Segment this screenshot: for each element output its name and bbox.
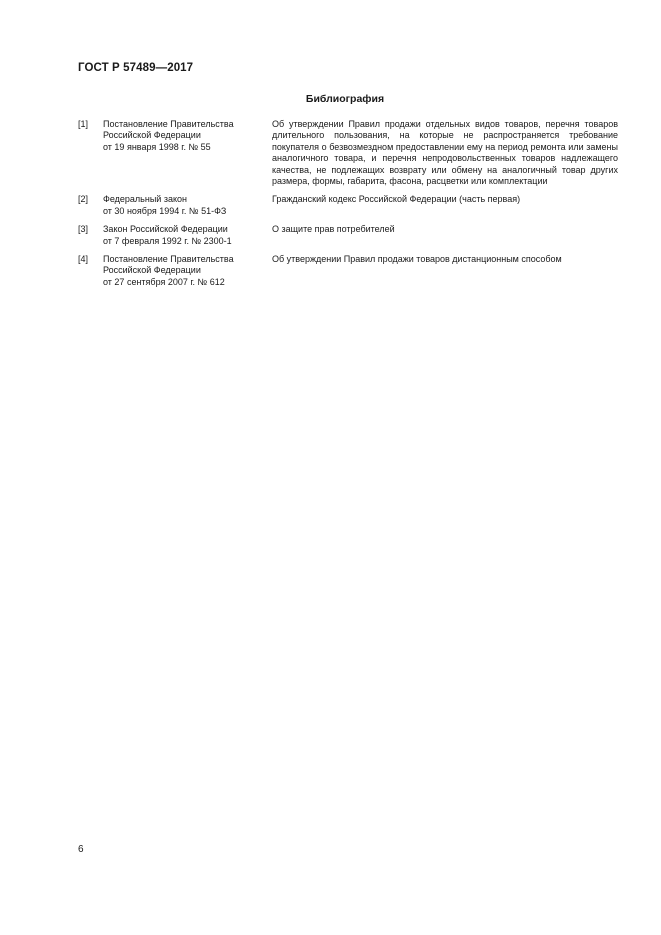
entry-number: [4]: [78, 254, 89, 265]
entry-number: [3]: [78, 224, 89, 235]
bibliography-entry: [78, 254, 618, 288]
bibliography-entry: [78, 224, 618, 247]
entry-description: О защите прав потребителей: [272, 224, 395, 235]
entry-source-line: Постановление Правительства: [103, 254, 234, 265]
bibliography-entry: [78, 119, 618, 187]
entry-description: Об утверждении Правил продажи товаров дистанционным способом: [272, 254, 562, 265]
entry-source-line: Российской Федерации: [103, 265, 201, 276]
entry-source-line: Постановление Правительства: [103, 119, 234, 129]
entry-description: Об утверждении Правил продажи отдельных видов товаров, перечня товаров длительного пользования, на которые не распространяется требование покупателя о безвозмездном предоставлении ему на период ремонта или замены аналогичного товара, и перечня непродовольственных товаров надлежащего качества, не подлежащих возврату или обмену на аналогичный товар других размера, формы, габарита, фасона, расцветки или комплектации: [272, 119, 618, 187]
entry-source: [103, 254, 272, 288]
entry-source-line: от 19 января 1998 г. № 55: [103, 141, 211, 152]
entry-source-line: от 27 сентября 2007 г. № 612: [103, 276, 225, 287]
entry-source: [103, 194, 272, 217]
entry-source-line: Федеральный закон: [103, 194, 187, 205]
entry-source-line: Закон Российской Федерации: [103, 224, 228, 235]
page-number: 6: [78, 844, 84, 855]
entry-source-line: от 30 ноября 1994 г. № 51-ФЗ: [103, 205, 227, 216]
bibliography-entry: [78, 194, 618, 217]
entry-source: [103, 119, 272, 153]
entry-number: [1]: [78, 119, 89, 129]
entry-source: [103, 224, 272, 247]
entry-source-line: от 7 февраля 1992 г. № 2300-1: [103, 235, 232, 246]
document-code-header: ГОСТ Р 57489—2017: [78, 62, 194, 74]
entry-number: [2]: [78, 194, 89, 205]
bibliography-title: Библиография: [305, 93, 385, 105]
entry-description: Гражданский кодекс Российской Федерации (часть первая): [272, 194, 521, 205]
bibliography-list: [78, 119, 618, 288]
entry-source-line: Российской Федерации: [103, 130, 201, 141]
